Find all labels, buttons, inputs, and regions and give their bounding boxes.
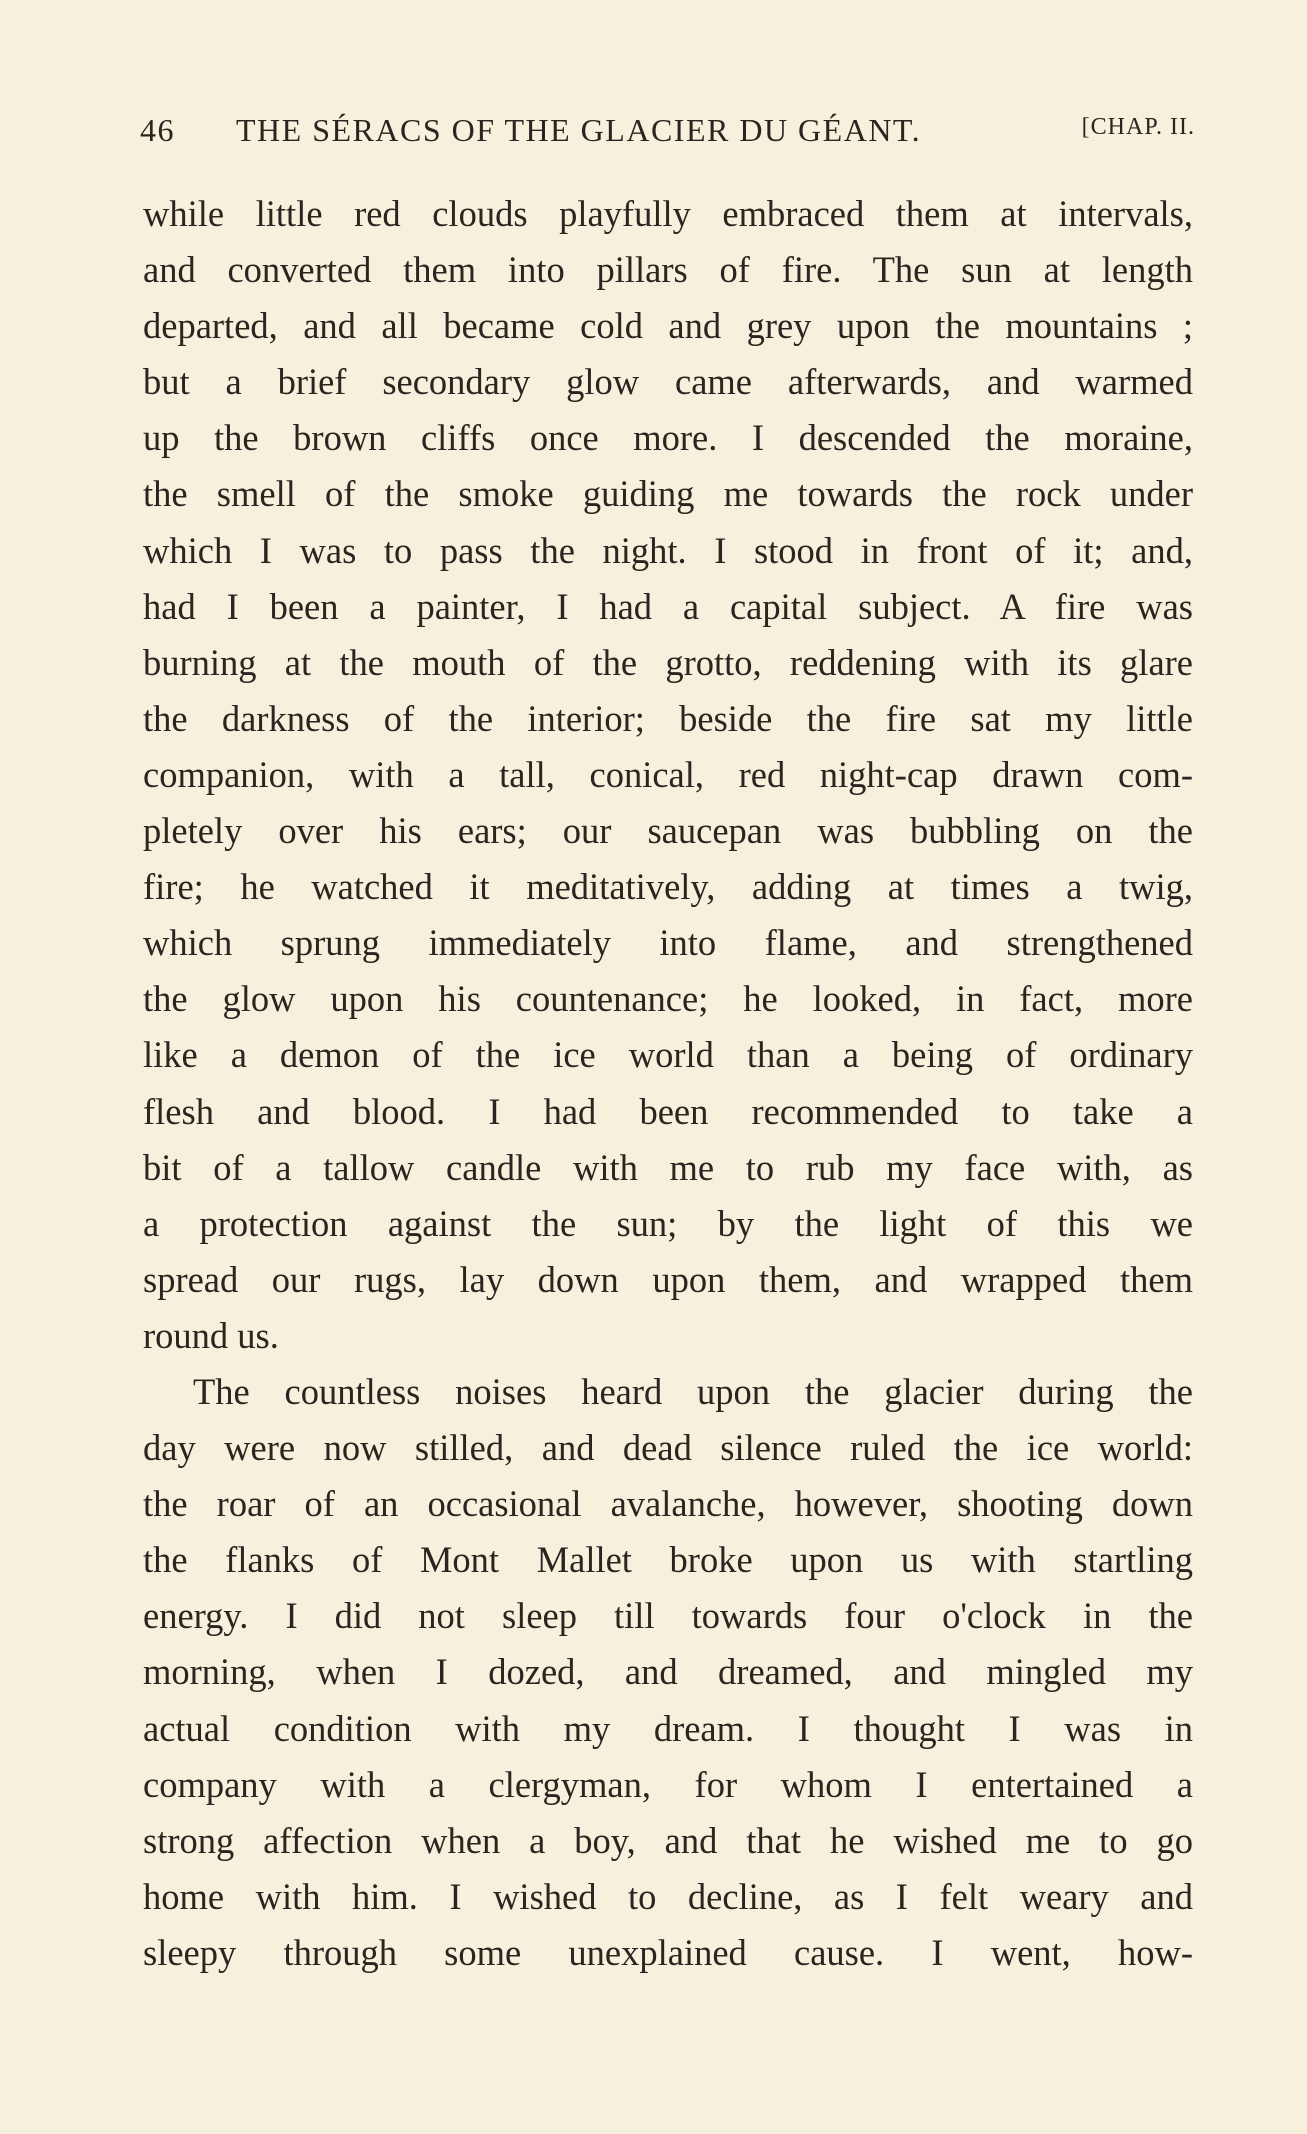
text-line: fire; he watched it meditatively, adding at times a twig, <box>143 866 1193 908</box>
text-line: burning at the mouth of the grotto, reddening with its glare <box>143 641 1193 683</box>
paragraph-start-line: The countless noises heard upon the glacier during the <box>193 1370 1193 1412</box>
text-line: the roar of an occasional avalanche, however, shooting down <box>143 1483 1193 1525</box>
text-line: which I was to pass the night. I stood in front of it; and, <box>143 529 1193 571</box>
paragraph-end-line: round us. <box>143 1314 279 1356</box>
text-line: strong affection when a boy, and that he wished me to go <box>143 1819 1193 1861</box>
text-line: up the brown cliffs once more. I descended the moraine, <box>143 417 1193 459</box>
text-line: bit of a tallow candle with me to rub my face with, as <box>143 1146 1193 1188</box>
running-title: THE SÉRACS OF THE GLACIER DU GÉANT. <box>236 112 922 148</box>
text-line: morning, when I dozed, and dreamed, and mingled my <box>143 1651 1193 1693</box>
text-line: but a brief secondary glow came afterwards, and warmed <box>143 361 1193 403</box>
text-line: the darkness of the interior; beside the fire sat my little <box>143 697 1193 739</box>
text-line: which sprung immediately into flame, and strengthened <box>143 922 1193 964</box>
text-line: flesh and blood. I had been recommended to take a <box>143 1090 1193 1132</box>
text-line: company with a clergyman, for whom I entertained a <box>143 1763 1193 1805</box>
text-line: like a demon of the ice world than a being of ordinary <box>143 1034 1193 1076</box>
text-line: sleepy through some unexplained cause. I went, how- <box>143 1931 1193 1973</box>
text-line: a protection against the sun; by the light of this we <box>143 1202 1193 1244</box>
page-header <box>140 112 1195 152</box>
text-line: departed, and all became cold and grey upon the mountains ; <box>143 305 1193 347</box>
page-number: 46 <box>140 112 175 148</box>
text-line: energy. I did not sleep till towards four o'clock in the <box>143 1595 1193 1637</box>
text-line: the flanks of Mont Mallet broke upon us with startling <box>143 1539 1193 1581</box>
text-line: pletely over his ears; our saucepan was bubbling on the <box>143 810 1193 852</box>
text-line: actual condition with my dream. I thought I was in <box>143 1707 1193 1749</box>
body-text <box>143 186 1193 1981</box>
text-line: while little red clouds playfully embraced them at intervals, <box>143 193 1193 234</box>
text-line: spread our rugs, lay down upon them, and wrapped them <box>143 1258 1193 1300</box>
text-line: had I been a painter, I had a capital subject. A fire was <box>143 585 1193 627</box>
text-line: and converted them into pillars of fire. The sun at length <box>143 249 1193 291</box>
text-line: companion, with a tall, conical, red night-cap drawn com- <box>143 753 1193 795</box>
chapter-marker: [CHAP. II. <box>1081 114 1195 140</box>
text-line: day were now stilled, and dead silence ruled the ice world: <box>143 1427 1193 1469</box>
text-line: the smell of the smoke guiding me towards the rock under <box>143 473 1193 515</box>
text-line: the glow upon his countenance; he looked, in fact, more <box>143 978 1193 1020</box>
text-line: home with him. I wished to decline, as I felt weary and <box>143 1875 1193 1917</box>
